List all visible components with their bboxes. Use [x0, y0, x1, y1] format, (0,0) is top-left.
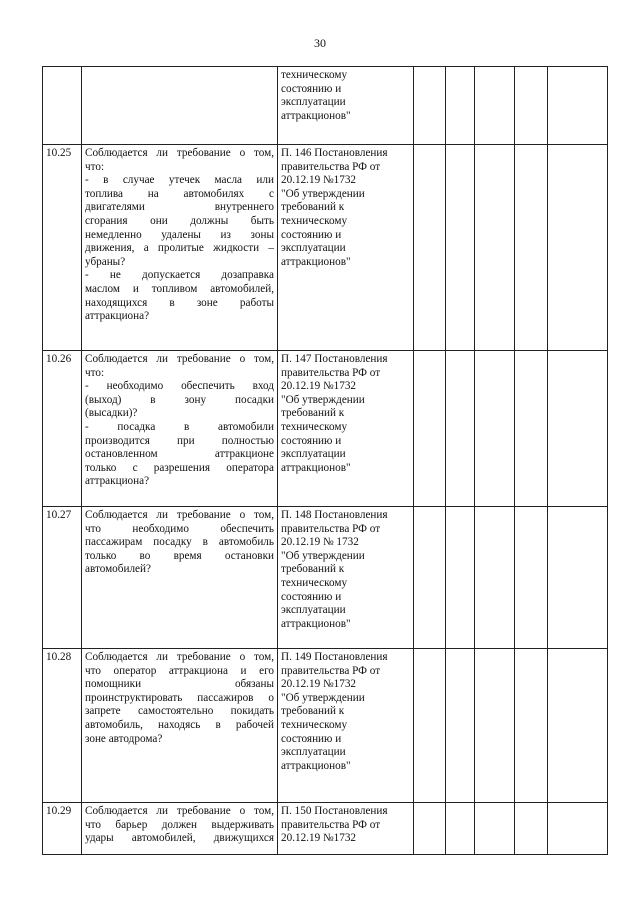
reference-cell [278, 351, 414, 507]
reference-line: техническому [281, 420, 348, 433]
question-line: удары автомобилей, движущихся [85, 832, 274, 845]
table-row [43, 803, 608, 855]
empty-cell [515, 67, 548, 145]
reference-line: П. 149 Постановления [281, 651, 388, 663]
question-line: что: [85, 160, 105, 173]
question-cell [82, 67, 278, 145]
reference-line: 20.12.19 №1732 [281, 678, 357, 691]
question-line: (выход) в зону посадки [85, 393, 274, 406]
empty-cell [548, 649, 608, 803]
empty-cell [515, 649, 548, 803]
question-line: Соблюдается ли требование о том, [85, 509, 274, 521]
question-line: производится при полностью [85, 434, 274, 447]
empty-cell [414, 351, 446, 507]
reference-line: правительства РФ от [281, 366, 381, 379]
empty-cell [515, 507, 548, 649]
reference-line: техническому [281, 576, 348, 589]
empty-cell [548, 67, 608, 145]
question-line: - посадка в автомобили [85, 420, 274, 433]
empty-cell [446, 507, 475, 649]
reference-line: требований к [281, 201, 345, 214]
empty-cell [515, 803, 548, 855]
reference-line: аттракционов" [281, 617, 351, 630]
empty-cell [475, 803, 515, 855]
reference-cell [278, 507, 414, 649]
reference-line: техническому [281, 69, 348, 81]
reference-line: требований к [281, 705, 345, 718]
question-line: двигателями внутреннего [85, 201, 274, 214]
question-line: - необходимо обеспечить вход [85, 380, 274, 393]
empty-cell [446, 351, 475, 507]
item-number: 10.26 [43, 351, 82, 507]
question-line: помощники обязаны [85, 678, 274, 691]
table-row [43, 649, 608, 803]
empty-cell [475, 67, 515, 145]
question-line: запрете самостоятельно покидать [85, 705, 274, 718]
reference-line: эксплуатации [281, 448, 346, 461]
empty-cell [414, 803, 446, 855]
reference-line: состоянию и [281, 228, 342, 241]
question-line: только во время остановки [85, 549, 274, 562]
empty-cell [548, 803, 608, 855]
empty-cell [515, 351, 548, 507]
question-line: только с разрешения оператора [85, 461, 274, 474]
reference-line: правительства РФ от [281, 818, 381, 831]
reference-cell [278, 803, 414, 855]
item-number: 10.27 [43, 507, 82, 649]
reference-line: требований к [281, 563, 345, 576]
reference-line: правительства РФ от [281, 664, 381, 677]
reference-line: аттракционов" [281, 255, 351, 268]
reference-line: эксплуатации [281, 242, 346, 255]
question-line: движения, а пролитые жидкости – [85, 242, 274, 255]
question-cell [82, 649, 278, 803]
reference-line: 20.12.19 № 1732 [281, 536, 359, 549]
item-number: 10.25 [43, 145, 82, 351]
reference-line: П. 147 Постановления [281, 353, 388, 365]
reference-line: "Об утверждении [281, 549, 365, 562]
question-line: сгорания они должны быть [85, 214, 274, 227]
reference-line: "Об утверждении [281, 187, 365, 200]
empty-cell [446, 145, 475, 351]
empty-cell [475, 507, 515, 649]
reference-line: эксплуатации [281, 96, 346, 109]
question-line: находящихся в зоне работы [85, 296, 274, 309]
question-line: немедленно удалены из зоны [85, 228, 274, 241]
reference-line: состоянию и [281, 434, 342, 447]
reference-line: техническому [281, 214, 348, 227]
reference-line: "Об утверждении [281, 393, 365, 406]
question-line: (высадки)? [85, 407, 138, 420]
reference-line: эксплуатации [281, 604, 346, 617]
empty-cell [446, 803, 475, 855]
reference-line: техническому [281, 718, 348, 731]
question-line: автомобиль, находясь в рабочей [85, 718, 274, 731]
reference-line: 20.12.19 №1732 [281, 832, 357, 845]
question-line: проинструктировать пассажиров о [85, 691, 274, 704]
question-line: - не допускается дозаправка [85, 269, 274, 282]
item-number [43, 67, 82, 145]
reference-cell [278, 649, 414, 803]
question-line: аттракциона? [85, 310, 150, 323]
reference-line: П. 148 Постановления [281, 509, 388, 521]
empty-cell [548, 145, 608, 351]
question-cell [82, 507, 278, 649]
reference-line: П. 146 Постановления [281, 147, 388, 159]
reference-cell [278, 145, 414, 351]
reference-line: требований к [281, 407, 345, 420]
item-number: 10.28 [43, 649, 82, 803]
question-line: что оператор аттракциона и его [85, 664, 274, 677]
item-number: 10.29 [43, 803, 82, 855]
reference-line: состоянию и [281, 82, 342, 95]
empty-cell [446, 649, 475, 803]
reference-cell [278, 67, 414, 145]
checklist-table [42, 66, 608, 855]
question-line: топлива на автомобилях с [85, 187, 274, 200]
table-row [43, 67, 608, 145]
question-line: - в случае утечек масла или [85, 174, 274, 187]
question-line: аттракциона? [85, 475, 150, 488]
reference-line: "Об утверждении [281, 691, 365, 704]
question-line: пассажирам посадку в автомобиль [85, 536, 274, 549]
question-line: остановленном аттракционе [85, 448, 274, 461]
question-line: убраны? [85, 255, 126, 268]
empty-cell [446, 67, 475, 145]
empty-cell [515, 145, 548, 351]
question-cell [82, 351, 278, 507]
reference-line: аттракционов" [281, 109, 351, 122]
empty-cell [475, 351, 515, 507]
question-line: что необходимо обеспечить [85, 522, 274, 535]
table-row [43, 351, 608, 507]
reference-line: 20.12.19 №1732 [281, 380, 357, 393]
question-cell [82, 145, 278, 351]
empty-cell [414, 67, 446, 145]
reference-line: состоянию и [281, 732, 342, 745]
question-line: Соблюдается ли требование о том, [85, 353, 274, 365]
empty-cell [548, 507, 608, 649]
empty-cell [414, 507, 446, 649]
empty-cell [414, 145, 446, 351]
question-line: маслом и топливом автомобилей, [85, 282, 274, 295]
question-line: что: [85, 366, 105, 379]
reference-line: правительства РФ от [281, 160, 381, 173]
table-row [43, 145, 608, 351]
reference-line: аттракционов" [281, 461, 351, 474]
empty-cell [475, 649, 515, 803]
reference-line: правительства РФ от [281, 522, 381, 535]
question-line: Соблюдается ли требование о том, [85, 147, 274, 159]
reference-line: 20.12.19 №1732 [281, 174, 357, 187]
table-row [43, 507, 608, 649]
page-number: 30 [314, 36, 326, 50]
reference-line: состоянию и [281, 590, 342, 603]
question-line: Соблюдается ли требование о том, [85, 805, 274, 817]
reference-line: П. 150 Постановления [281, 805, 388, 817]
empty-cell [548, 351, 608, 507]
empty-cell [475, 145, 515, 351]
question-line: Соблюдается ли требование о том, [85, 651, 274, 663]
question-line: автомобилей? [85, 563, 151, 576]
reference-line: эксплуатации [281, 746, 346, 759]
question-line: что барьер должен выдерживать [85, 818, 274, 831]
empty-cell [414, 649, 446, 803]
question-line: зоне автодрома? [85, 732, 163, 745]
reference-line: аттракционов" [281, 759, 351, 772]
question-cell [82, 803, 278, 855]
